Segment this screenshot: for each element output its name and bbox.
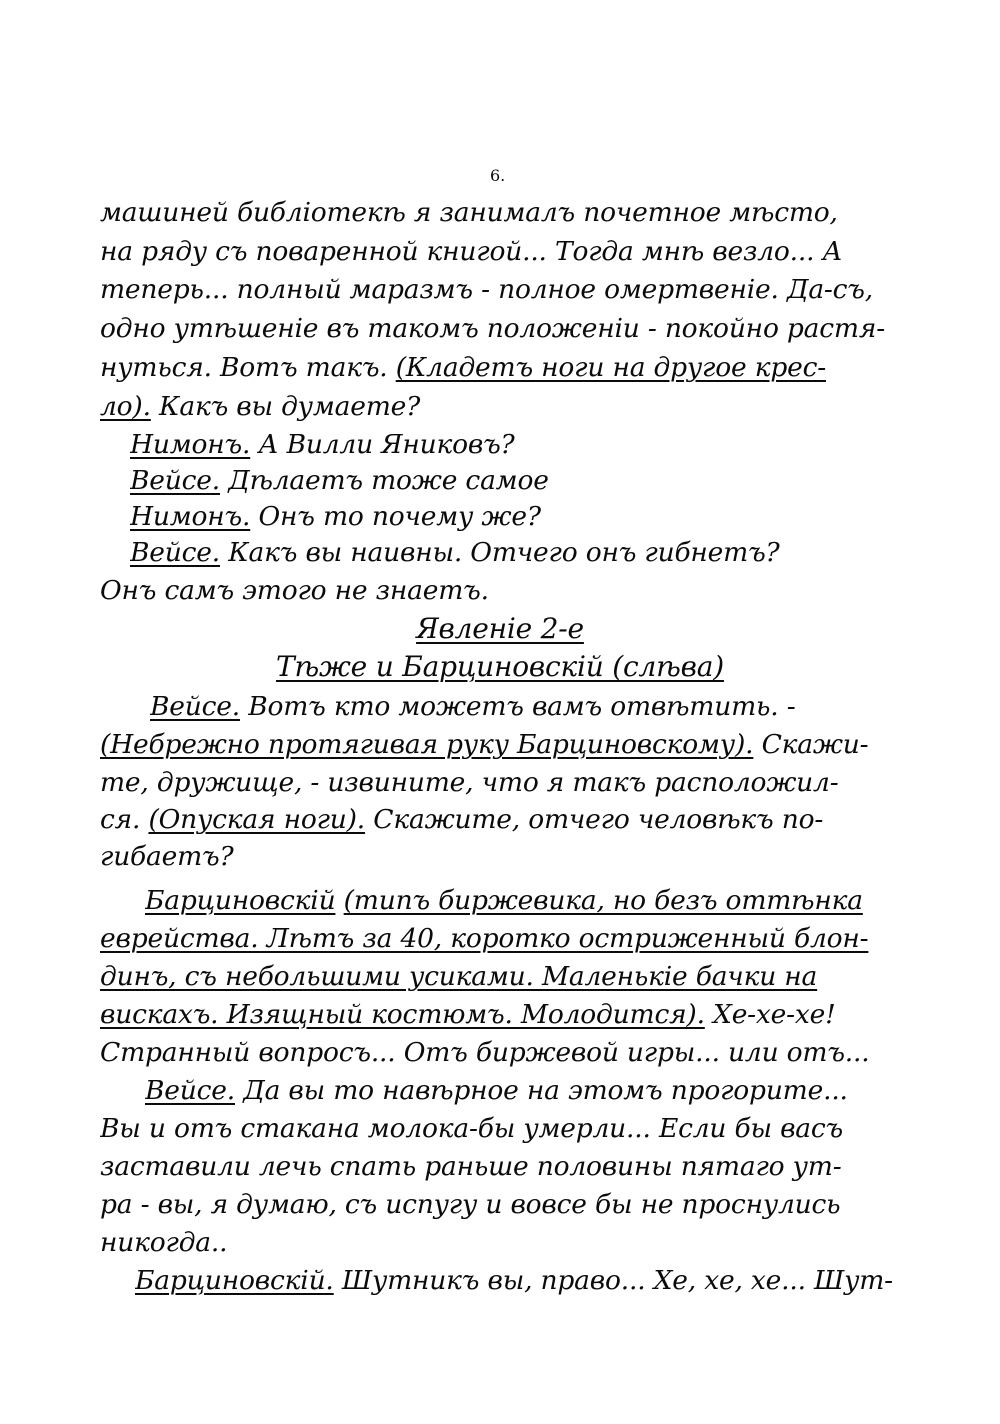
dialogue-line: Вейсе. Какъ вы наивны. Отчего онъ гибнетъ? (130, 537, 780, 568)
speaker-name: Вейсе. (150, 691, 240, 722)
stage-direction: вискахъ. Изящный костюмъ. Молодится). (100, 999, 705, 1030)
stage-direction: (типъ биржевика, но безъ оттѣнка (343, 885, 863, 916)
stage-direction-line: динъ, съ небольшими усиками. Маленькіе бачки на (100, 961, 818, 992)
page-number: 6. (490, 166, 506, 185)
scene-characters: Тѣже и Барциновскій (слѣва) (276, 650, 724, 683)
dialogue-line: Вейсе. Да вы то навѣрное на этомъ прогорите... (145, 1075, 848, 1106)
text-line: ра - вы, я думаю, съ испугу и вовсе бы не проснулись (100, 1189, 841, 1220)
text-line: нуться. Вотъ такъ. (Кладетъ ноги на другое крес- (100, 352, 826, 383)
text-line: (Небрежно протягивая руку Барциновскому). Скажи- (100, 729, 869, 760)
dialogue-line: Нимонъ. Онъ то почему же? (130, 501, 541, 532)
dialogue-line: Барциновскій. Шутникъ вы, право... Хе, хе, хе... Шут- (135, 1265, 893, 1296)
speaker-name: Вейсе. (145, 1075, 235, 1106)
dialogue-line (145, 884, 945, 918)
text-line: гибаетъ? (100, 841, 234, 872)
stage-direction: (Небрежно протягивая руку Барциновскому). (100, 729, 754, 760)
text-line: теперь... полный маразмъ - полное омертвеніе. Да-съ, (100, 274, 873, 305)
speaker-name: Барциновскій. (135, 1265, 334, 1296)
text-line: ло). Какъ вы думаете? (100, 391, 421, 422)
text-line: Вы и отъ стакана молока-бы умерли... Если бы васъ (100, 1113, 844, 1144)
dialogue-line: Нимонъ. А Вилли Яниковъ? (130, 429, 515, 460)
speaker-name: Нимонъ. (130, 429, 251, 460)
text-line: Странный вопросъ... Отъ биржевой игры... или отъ... (100, 1037, 870, 1068)
speaker-name: Вейсе. (130, 465, 220, 496)
stage-direction-line: еврейства. Лѣтъ за 40, коротко остриженный блон- (100, 923, 869, 954)
text-line: на ряду съ поваренной книгой... Тогда мнѣ везло... А (100, 236, 843, 267)
text-line: машиней библіотекѣ я занималъ почетное мѣсто, (100, 197, 838, 228)
stage-direction: ло). (100, 391, 151, 422)
stage-direction: (Опуская ноги). (148, 804, 366, 835)
speaker-name: Барциновскій (145, 885, 336, 916)
text-line: ся. (Опуская ноги). Скажите, отчего человѣкъ по- (100, 804, 824, 835)
speaker-name: Вейсе. (130, 537, 220, 568)
stage-direction: (Кладетъ ноги на другое крес- (395, 352, 826, 383)
text-line: вискахъ. Изящный костюмъ. Молодится). Хе-хе-хе! (100, 999, 836, 1030)
text-line: одно утѣшеніе въ такомъ положеніи - покойно растя- (100, 313, 885, 344)
text-line: те, дружище, - извините, что я такъ расположил- (100, 767, 839, 798)
dialogue-line: Вейсе. Вотъ кто можетъ вамъ отвѣтить. - (150, 691, 796, 722)
text-line: Онъ самъ этого не знаетъ. (100, 575, 489, 606)
text-line: заставили лечь спать раньше половины пятаго ут- (100, 1151, 842, 1182)
scene-heading: Явленіе 2-е (416, 612, 584, 645)
text-line: никогда.. (100, 1227, 228, 1258)
dialogue-line: Вейсе. Дѣлаетъ тоже самое (130, 465, 549, 496)
speaker-name: Нимонъ. (130, 501, 251, 532)
